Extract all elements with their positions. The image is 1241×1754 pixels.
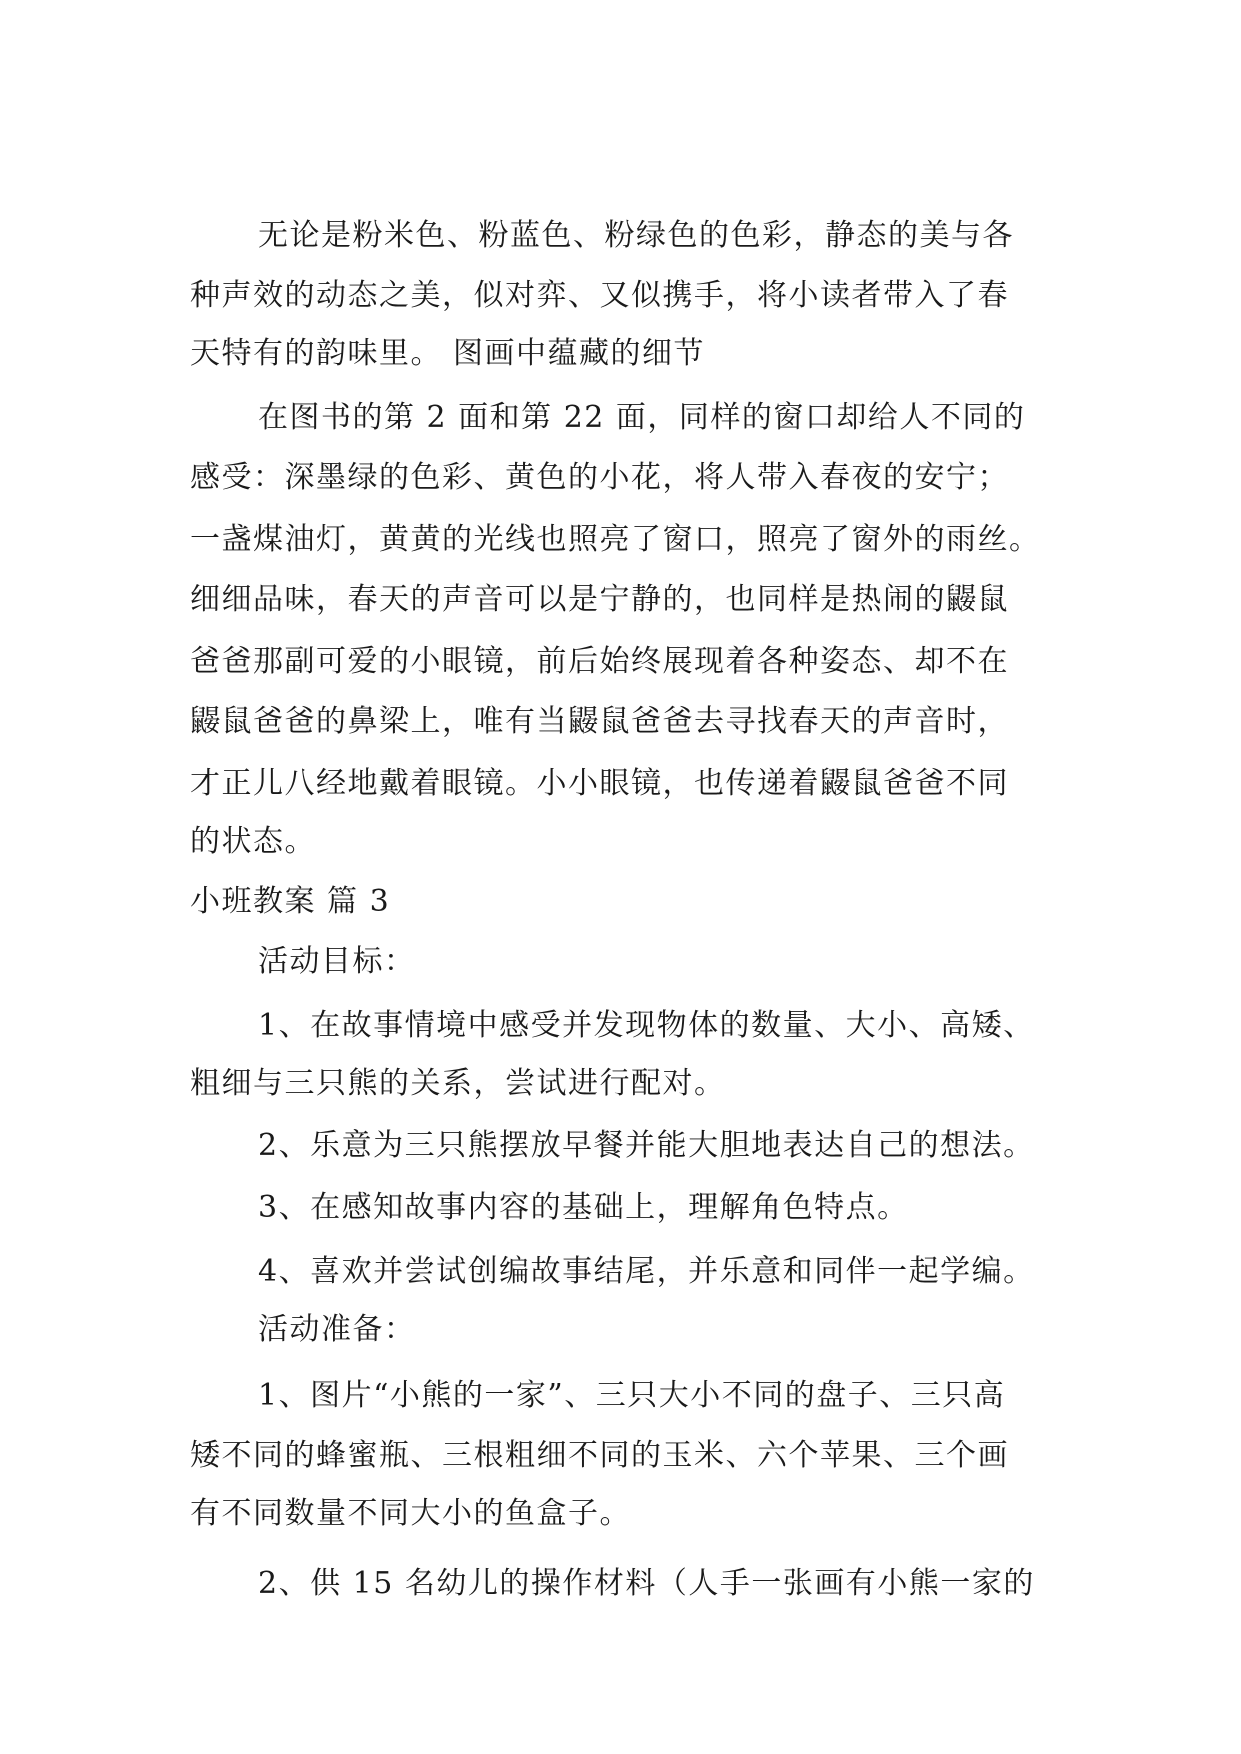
subheading: 活动目标： [258, 944, 416, 979]
section-heading: 小班教案 篇 3 [190, 884, 391, 919]
list-item: 2、乐意为三只熊摆放早餐并能大胆地表达自己的想法。 [258, 1128, 1035, 1163]
list-item-continuation: 粗细与三只熊的关系，尝试进行配对。 [190, 1066, 726, 1101]
list-item-continuation: 矮不同的蜂蜜瓶、三根粗细不同的玉米、六个苹果、三个画 [190, 1438, 1009, 1473]
paragraph-line: 细细品味，春天的声音可以是宁静的，也同样是热闹的鼹鼠 [190, 582, 1009, 617]
paragraph-line: 才正儿八经地戴着眼镜。小小眼镜，也传递着鼹鼠爸爸不同 [190, 766, 1009, 801]
subheading: 活动准备： [258, 1312, 416, 1347]
list-item: 1、在故事情境中感受并发现物体的数量、大小、高矮、 [258, 1008, 1035, 1043]
paragraph-line: 无论是粉米色、粉蓝色、粉绿色的色彩，静态的美与各 [258, 218, 1014, 253]
list-item: 2、供 15 名幼儿的操作材料（人手一张画有小熊一家的 [258, 1566, 1035, 1601]
paragraph-line: 天特有的韵味里。 图画中蕴藏的细节 [190, 336, 706, 371]
paragraph-line: 感受：深墨绿的色彩、黄色的小花，将人带入春夜的安宁； [190, 460, 1009, 495]
list-item: 1、图片“小熊的一家”、三只大小不同的盘子、三只高 [258, 1378, 1006, 1413]
paragraph-line: 一盏煤油灯，黄黄的光线也照亮了窗口，照亮了窗外的雨丝。 [190, 522, 1041, 557]
list-item: 3、在感知故事内容的基础上，理解角色特点。 [258, 1190, 909, 1225]
list-item-continuation: 有不同数量不同大小的鱼盒子。 [190, 1496, 631, 1531]
paragraph-line: 爸爸那副可爱的小眼镜，前后始终展现着各种姿态、却不在 [190, 644, 1009, 679]
list-item: 4、喜欢并尝试创编故事结尾，并乐意和同伴一起学编。 [258, 1254, 1035, 1289]
paragraph-line: 鼹鼠爸爸的鼻梁上，唯有当鼹鼠爸爸去寻找春天的声音时， [190, 704, 1009, 739]
paragraph-line: 在图书的第 2 面和第 22 面，同样的窗口却给人不同的 [258, 400, 1026, 435]
document-body [190, 218, 1070, 1602]
paragraph-line: 种声效的动态之美，似对弈、又似携手，将小读者带入了春 [190, 278, 1009, 313]
paragraph-line: 的状态。 [190, 824, 316, 859]
